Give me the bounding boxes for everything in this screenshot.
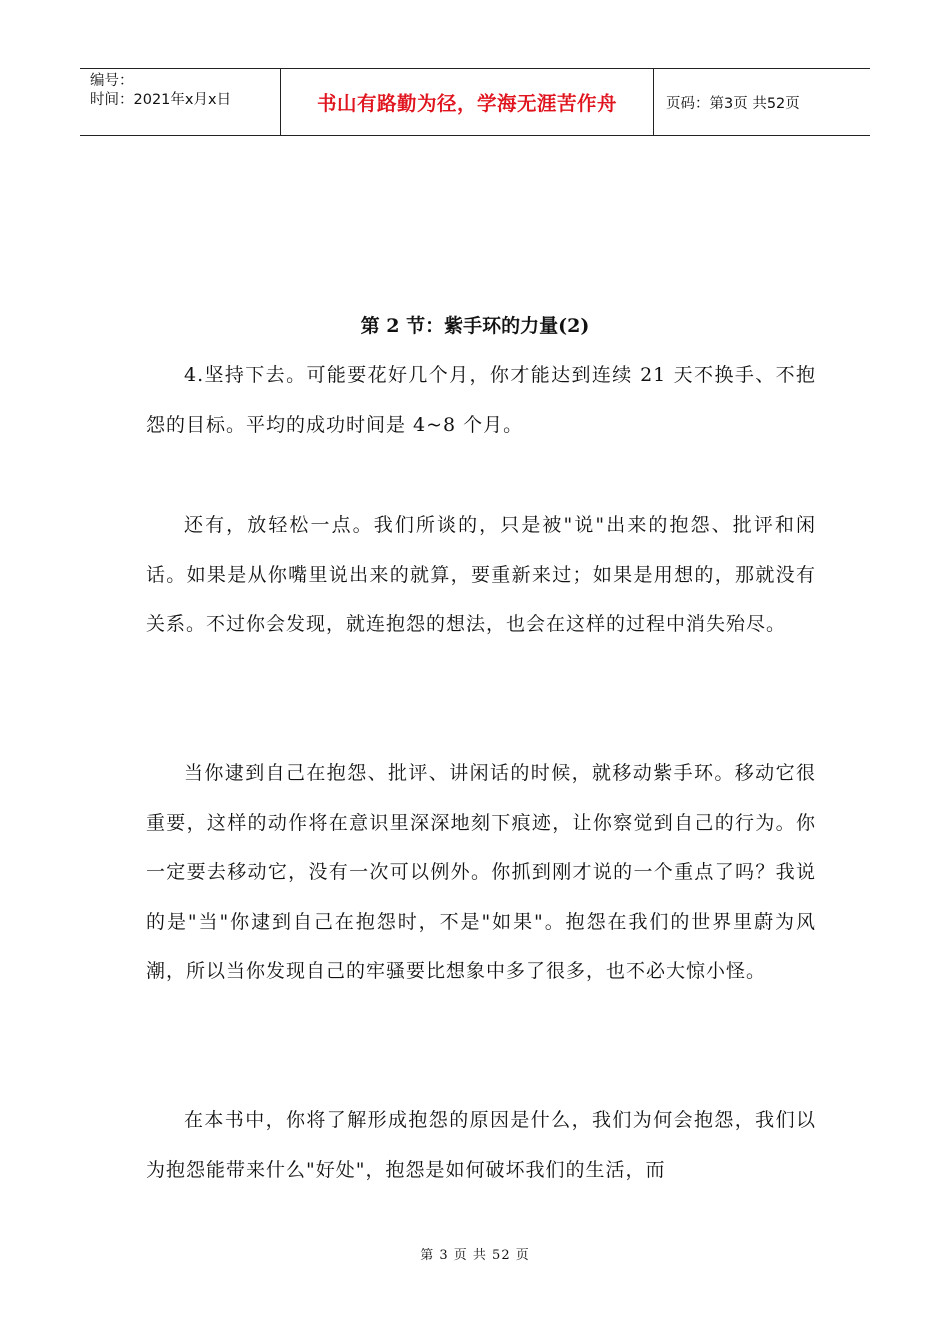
page-footer: 第 3 页 共 52 页 — [420, 1248, 530, 1263]
header-meta — [80, 69, 281, 135]
header-motto: 书山有路勤为径，学海无涯苦作舟 — [281, 69, 654, 135]
header-page-info: 页码：第3页 共52页 — [666, 95, 800, 112]
document-number-label: 编号： — [90, 73, 134, 89]
section-title: 第 2 节：紫手环的力量(2) — [360, 315, 590, 337]
page-header — [80, 68, 870, 136]
paragraph-4: 在本书中，你将了解形成抱怨的原因是什么，我们为何会抱怨，我们以为抱怨能带来什么"好处"，抱怨是如何破坏我们的生活，而 — [146, 1109, 816, 1181]
paragraph-1: 4.坚持下去。可能要花好几个月，你才能达到连续 21 天不换手、不抱怨的目标。平均的成功时间是 4~8 个月。 — [146, 364, 816, 436]
paragraph-2: 还有，放轻松一点。我们所谈的，只是被"说"出来的抱怨、批评和闲话。如果是从你嘴里说出来的就算，要重新来过；如果是用想的，那就没有关系。不过你会发现，就连抱怨的想法，也会在这样的过程中消失殆尽。 — [146, 514, 816, 635]
document-time-label: 时间：2021年x月x日 — [90, 92, 232, 108]
paragraph-3: 当你逮到自己在抱怨、批评、讲闲话的时候，就移动紫手环。移动它很重要，这样的动作将在意识里深深地刻下痕迹，让你察觉到自己的行为。你一定要去移动它，没有一次可以例外。你抓到刚才说的一个重点了吗？我说的是"当"你逮到自己在抱怨时，不是"如果"。抱怨在我们的世界里蔚为风潮，所以当你发现自己的牢骚要比想象中多了很多，也不必大惊小怪。 — [146, 762, 816, 982]
